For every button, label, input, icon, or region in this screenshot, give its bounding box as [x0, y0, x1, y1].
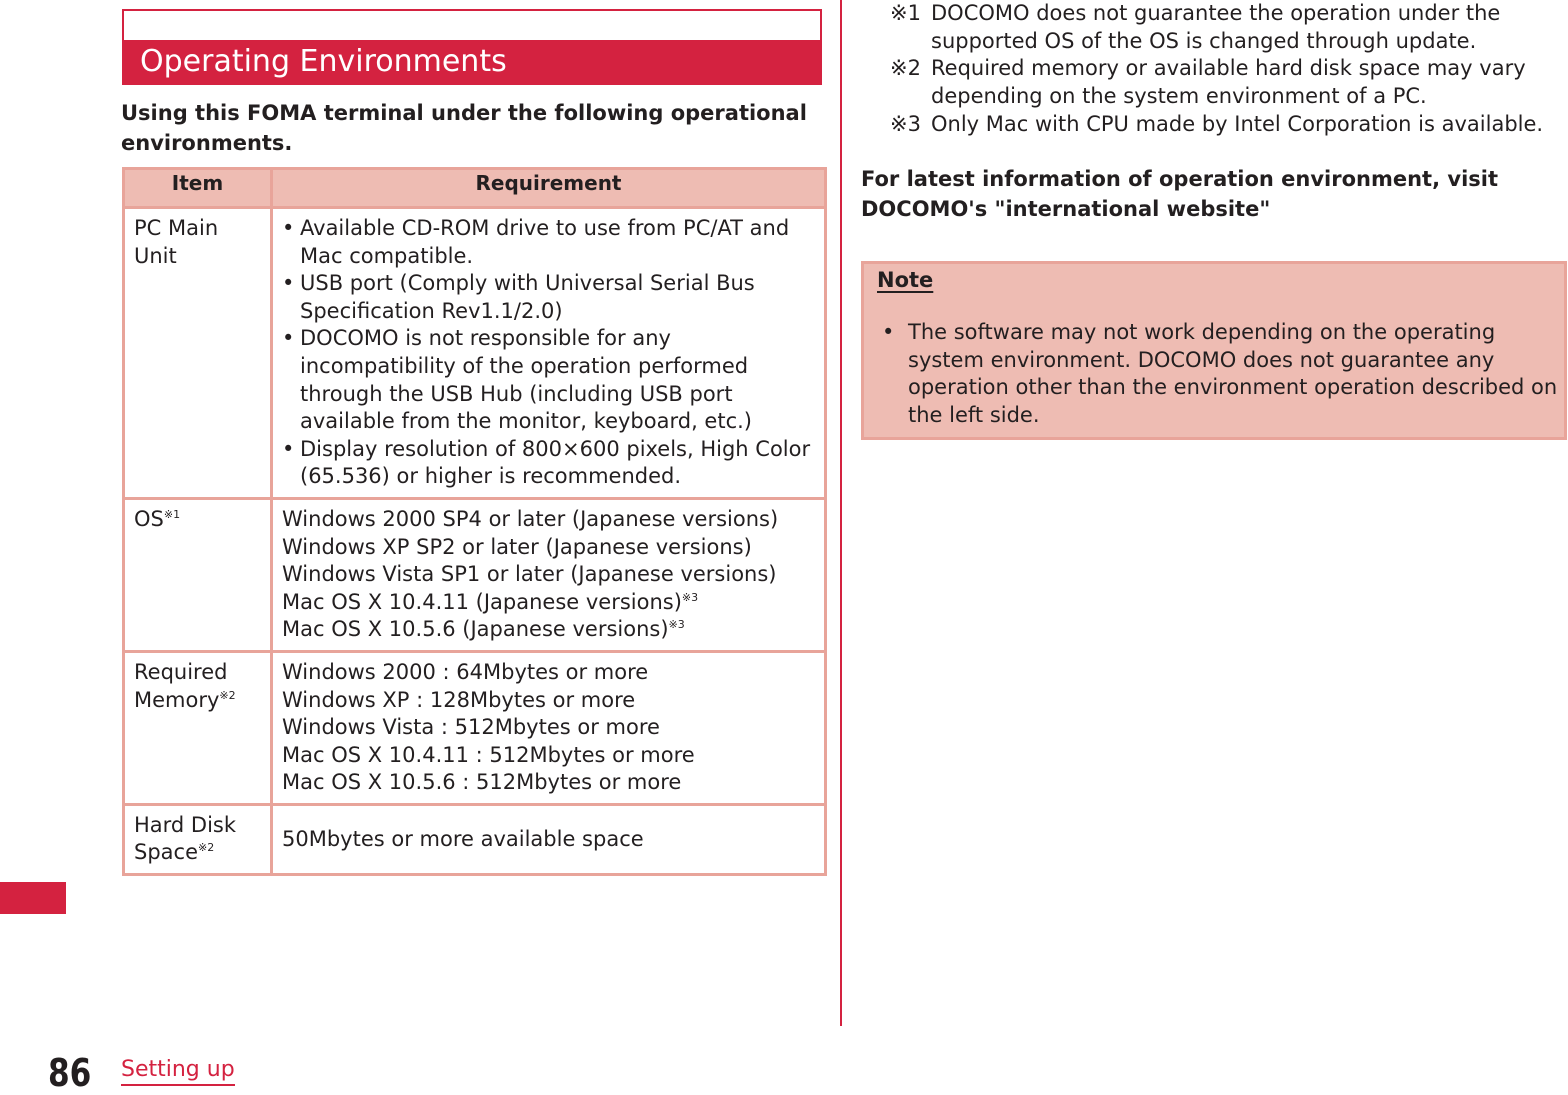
os-line: Windows Vista SP1 or later (Japanese versions)	[282, 562, 777, 587]
requirement-bullet: • DOCOMO is not responsible for any incompatibility of the operation performed through the USB Hub (including USB port available from the monitor, keyboard, etc.)	[282, 325, 816, 435]
memory-line: Mac OS X 10.4.11 : 512Mbytes or more	[282, 742, 695, 767]
column-divider	[840, 0, 842, 1026]
item-label-line: Space$^{※2}$	[134, 840, 215, 865]
section-title-box	[122, 9, 822, 85]
note-box	[861, 261, 1567, 440]
table-row-required-memory	[124, 651, 826, 804]
memory-line: Mac OS X 10.5.6 : 512Mbytes or more	[282, 770, 682, 795]
row-item-required-memory	[124, 651, 272, 804]
row-requirement-os	[272, 498, 826, 651]
row-item-hard-disk-space	[124, 804, 272, 874]
memory-line: Windows 2000 : 64Mbytes or more	[282, 659, 649, 684]
os-line: Mac OS X 10.5.6 (Japanese versions)$^{※3}$	[282, 617, 685, 642]
column-header-requirement: Requirement	[272, 169, 826, 208]
row-requirement-required-memory	[272, 651, 826, 804]
footnote-item	[890, 55, 1560, 110]
footnote-item	[890, 111, 1560, 139]
footnote-ref: ※1	[163, 507, 181, 521]
table-row-pc-main-unit	[124, 208, 826, 499]
item-label-line: Memory$^{※2}$	[134, 687, 236, 712]
column-header-item: Item	[124, 169, 272, 208]
title-strip	[124, 11, 820, 40]
item-label: OS	[134, 506, 164, 531]
requirement-bullet: • Available CD-ROM drive to use from PC/AT and Mac compatible.	[282, 215, 816, 270]
os-line: Mac OS X 10.4.11 (Japanese versions)$^{※3}$	[282, 589, 699, 614]
footnote-text: Required memory or available hard disk space may vary depending on the system environment of a PC.	[931, 56, 1526, 109]
item-label-line: Hard Disk	[134, 812, 237, 837]
chapter-tab	[0, 882, 66, 914]
row-item-os	[124, 498, 272, 651]
row-item-pc-main-unit: PC Main Unit	[124, 208, 272, 499]
footnote-mark: ※1	[890, 1, 921, 25]
requirements-table	[122, 167, 827, 876]
latest-info-text: For latest information of operation environment, visit DOCOMO's "international website"	[861, 167, 1499, 221]
footnote-mark: ※3	[890, 111, 921, 136]
table-row-os	[124, 498, 826, 651]
os-line: Windows XP SP2 or later (Japanese versions)	[282, 534, 752, 559]
row-requirement-pc-main-unit	[272, 208, 826, 499]
row-requirement-hard-disk-space: 50Mbytes or more available space	[272, 804, 826, 874]
memory-line: Windows XP : 128Mbytes or more	[282, 687, 636, 712]
page-number: 86	[48, 1051, 92, 1095]
footnote-item	[890, 0, 1560, 55]
requirement-bullet: • Display resolution of 800×600 pixels, High Color (65.536) or higher is recommended.	[282, 436, 816, 491]
footnote-ref: ※3	[668, 618, 685, 632]
intro-text: Using this FOMA terminal under the following operational environments.	[121, 101, 807, 155]
footnote-mark: ※2	[890, 56, 921, 81]
table-row-hard-disk-space	[124, 804, 826, 874]
os-line: Windows 2000 SP4 or later (Japanese versions)	[282, 506, 779, 531]
note-title: Note	[877, 268, 934, 292]
footnote-ref: ※2	[198, 841, 215, 855]
footnote-ref: ※2	[219, 688, 236, 702]
section-name: Setting up	[121, 1056, 235, 1086]
table-header-row	[124, 169, 826, 208]
memory-line: Windows Vista : 512Mbytes or more	[282, 715, 660, 740]
footnotes	[890, 0, 1560, 139]
footnote-text: DOCOMO does not guarantee the operation under the supported OS of the OS is changed through update.	[931, 1, 1501, 53]
footnote-ref: ※3	[681, 590, 699, 604]
item-label-line: Required	[134, 659, 228, 684]
page-title: Operating Environments	[140, 44, 507, 79]
footnote-text: Only Mac with CPU made by Intel Corporation is available.	[931, 111, 1544, 136]
note-body: • The software may not work depending on the operating system environment. DOCOMO does not guarantee any operation other than the environment operation described on the left side.	[908, 319, 1558, 429]
requirement-bullet: • USB port (Comply with Universal Serial Bus Specification Rev1.1/2.0)	[282, 270, 816, 325]
